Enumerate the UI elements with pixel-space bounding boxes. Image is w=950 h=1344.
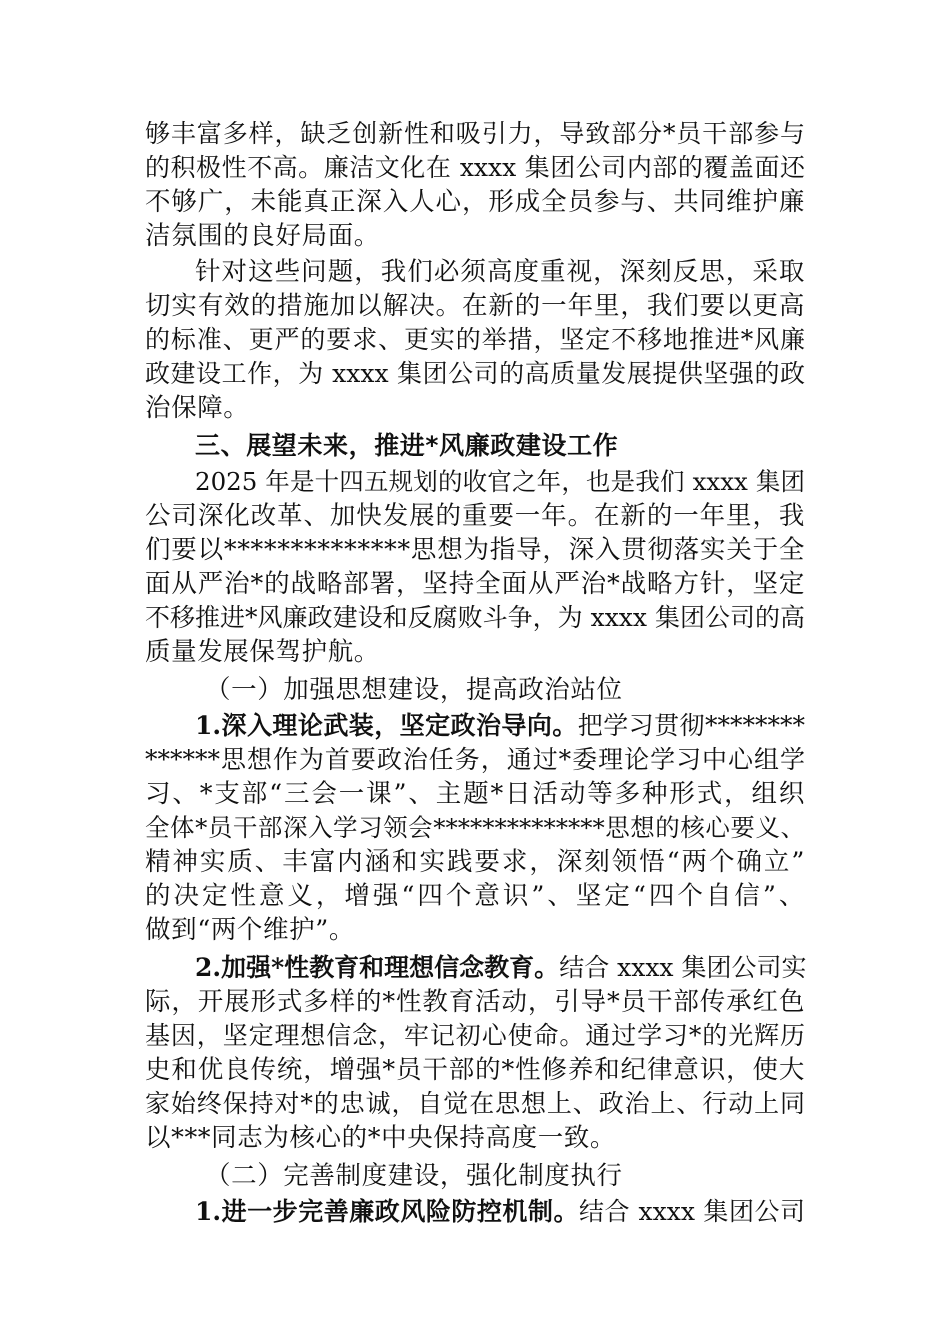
- body-text-line: 公司深化改革、加快发展的重要一年。在新的一年里，我: [145, 501, 805, 531]
- point-title: 2.加强*性教育和理想信念教育。: [195, 953, 560, 982]
- body-text-line: 切实有效的措施加以解决。在新的一年里，我们要以更高: [145, 291, 805, 321]
- body-text-line: 治保障。: [145, 393, 250, 423]
- point-text: 结合 xxxx 集团公司实: [559, 953, 807, 982]
- body-text-line: 习、*支部“三会一课”、主题*日活动等多种形式，组织: [145, 779, 805, 809]
- body-text-line: 够丰富多样，缺乏创新性和吸引力，导致部分*员干部参与: [145, 119, 805, 148]
- body-text-line: 2025 年是十四五规划的收官之年，也是我们 xxxx 集团: [195, 467, 805, 496]
- body-text-line: 家始终保持对*的忠诚，自觉在思想上、政治上、行动上同: [145, 1089, 805, 1118]
- point-title: 1.进一步完善廉政风险防控机制。: [195, 1197, 580, 1226]
- subsection-heading: （一）加强思想建设，提高政治站位: [205, 675, 623, 705]
- body-text-line: 不够广，未能真正深入人心，形成全员参与、共同维护廉: [145, 187, 805, 217]
- body-text-line: 政建设工作，为 xxxx 集团公司的高质量发展提供坚强的政: [145, 359, 805, 388]
- body-text-line: 基因，坚定理想信念，牢记初心使命。通过学习*的光辉历: [145, 1021, 805, 1050]
- body-text-line: 精神实质、丰富内涵和实践要求，深刻领悟“两个确立”: [145, 847, 805, 877]
- point-text: 把学习贯彻********: [577, 711, 805, 740]
- body-text-line: [195, 709, 805, 743]
- body-text-line: ******思想作为首要政治任务，通过*委理论学习中心组学: [145, 745, 805, 774]
- body-text-line: 洁氛围的良好局面。: [145, 221, 380, 251]
- point-text: 结合 xxxx 集团公司: [579, 1197, 805, 1226]
- body-text-line: 的积极性不高。廉洁文化在 xxxx 集团公司内部的覆盖面还: [145, 153, 805, 182]
- body-text-line: [195, 1195, 805, 1229]
- body-text-line: 面从严治*的战略部署，坚持全面从严治*战略方针，坚定: [145, 569, 805, 599]
- body-text-line: 的标准、更严的要求、更实的举措，坚定不移地推进*风廉: [145, 325, 805, 354]
- body-text-line: 们要以**************思想为指导，深入贯彻落实关于全: [145, 535, 805, 565]
- point-title: 1.深入理论武装，坚定政治导向。: [195, 711, 578, 740]
- body-text-line: 针对这些问题，我们必须高度重视，深刻反思，采取: [195, 257, 805, 287]
- body-text-line: 际，开展形式多样的*性教育活动，引导*员干部传承红色: [145, 987, 805, 1017]
- body-text-line: 以***同志为核心的*中央保持高度一致。: [145, 1123, 617, 1153]
- section-heading: 三、展望未来，推进*风廉政建设工作: [195, 431, 619, 460]
- subsection-heading: （二）完善制度建设，强化制度执行: [205, 1161, 623, 1191]
- body-text-line: [195, 951, 805, 985]
- body-text-line: 不移推进*风廉政建设和反腐败斗争，为 xxxx 集团公司的高: [145, 603, 805, 632]
- body-text-line: 质量发展保驾护航。: [145, 637, 380, 667]
- body-text-line: 的决定性意义，增强“四个意识”、坚定“四个自信”、: [145, 881, 805, 911]
- body-text-line: 史和优良传统，增强*员干部的*性修养和纪律意识，使大: [145, 1055, 805, 1085]
- body-text-line: 做到“两个维护”。: [145, 915, 355, 945]
- body-text-line: 全体*员干部深入学习领会**************思想的核心要义、: [145, 813, 805, 842]
